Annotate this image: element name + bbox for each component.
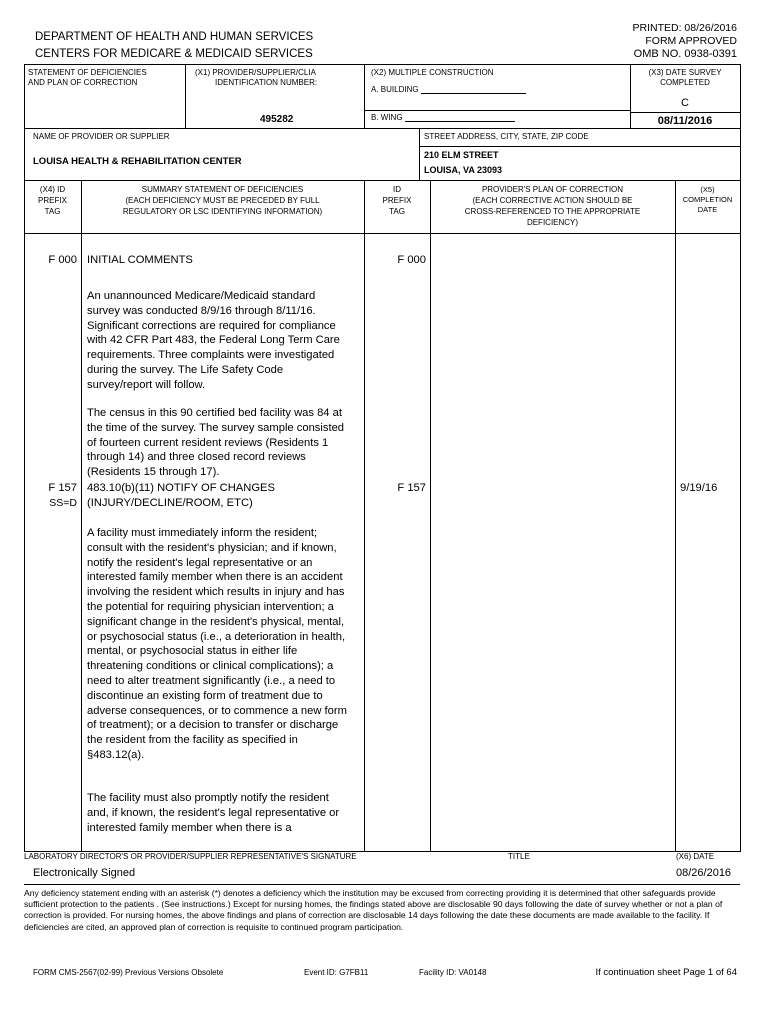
disclaimer-text: Any deficiency statement ending with an asterisk (*) denotes a deficiency which the institution may be excused from correcting providing it is determined that other safeguards provide sufficient protection to the patients . (See instructions.) Except for nursing homes, the findings stated above are disclosable 90 days following the date of survey whether or not a plan of correction is provided. For nursing homes, the above findings and plans of correction are disclosable 14 days following the date these documents are made available to the facility. If deficiencies are cited, an approved plan of correction is requisite to continued program participation. bbox=[24, 888, 723, 932]
x5-header-2: COMPLETION bbox=[682, 195, 733, 204]
provider-id: 495282 bbox=[260, 114, 294, 125]
rule bbox=[740, 64, 741, 852]
rule bbox=[364, 180, 365, 851]
signature-date: 08/26/2016 bbox=[676, 867, 732, 879]
f157-regulation-text-continued: The facility must also promptly notify the resident and, if known, the resident's legal representative or interested family member when there is a bbox=[87, 792, 340, 834]
x3-label-1: (X3) DATE SURVEY bbox=[648, 68, 722, 77]
plan-header-3: CROSS-REFERENCED TO THE APPROPRIATE bbox=[464, 207, 641, 216]
event-id: Event ID: G7FB11 bbox=[304, 968, 369, 977]
facility-id: Facility ID: VA0148 bbox=[419, 968, 487, 977]
x4-header-2: PREFIX bbox=[38, 196, 67, 205]
id-header-3: TAG bbox=[389, 207, 405, 216]
rule bbox=[419, 128, 420, 180]
form-approved: FORM APPROVED bbox=[645, 35, 737, 47]
statement-label-1: STATEMENT OF DEFICIENCIES bbox=[28, 68, 147, 77]
street-address: 210 ELM STREET bbox=[424, 150, 499, 160]
rule bbox=[430, 180, 431, 851]
rule bbox=[675, 180, 676, 851]
rule bbox=[419, 146, 740, 147]
f157-title-line-1: 483.10(b)(11) NOTIFY OF CHANGES bbox=[87, 482, 275, 494]
id-header-1: ID bbox=[393, 185, 401, 194]
building-field: A. BUILDING bbox=[371, 86, 526, 94]
rule bbox=[24, 64, 25, 852]
tag-f000-right: F 000 bbox=[397, 254, 426, 266]
x4-header-1: (X4) ID bbox=[39, 185, 66, 194]
rule bbox=[364, 110, 630, 111]
provider-name: LOUISA HEALTH & REHABILITATION CENTER bbox=[33, 156, 242, 167]
initial-comments-paragraph-2: The census in this 90 certified bed facility was 84 at the time of the survey. The survey sample consisted of fourteen current resident reviews (Residents 1 through 14) and three closed record reviews (Residents 15 through 17). bbox=[87, 407, 345, 479]
severity-scope: SS=D bbox=[49, 497, 77, 509]
x4-header-3: TAG bbox=[44, 207, 61, 216]
electronic-signature: Electronically Signed bbox=[33, 867, 136, 879]
x5-header-3: DATE bbox=[697, 205, 718, 214]
survey-code: C bbox=[681, 97, 689, 109]
plan-header-1: PROVIDER'S PLAN OF CORRECTION bbox=[481, 185, 624, 194]
provider-name-label: NAME OF PROVIDER OR SUPPLIER bbox=[33, 132, 170, 141]
initial-comments-paragraph-1: An unannounced Medicare/Medicaid standard survey was conducted 8/9/16 through 8/11/16. Significant corrections are required for compliance with 42 CFR Part 483, the Federal Long Term Care requirements. Three complaints were investigated during the survey. The Life Safety Code survey/report will follow. bbox=[87, 290, 340, 391]
rule bbox=[185, 64, 186, 128]
rule bbox=[24, 64, 740, 65]
initial-comments-title: INITIAL COMMENTS bbox=[87, 254, 193, 266]
wing-field: B. WING bbox=[371, 114, 515, 122]
completion-date: 9/19/16 bbox=[680, 482, 718, 494]
x2-label: (X2) MULTIPLE CONSTRUCTION bbox=[371, 68, 494, 77]
page-number: If continuation sheet Page 1 of 64 bbox=[595, 967, 737, 978]
summary-header-2: (EACH DEFICIENCY MUST BE PRECEDED BY FULL bbox=[125, 196, 320, 205]
printed-date: PRINTED: 08/26/2016 bbox=[632, 22, 737, 34]
rule bbox=[24, 884, 740, 885]
f157-title-line-2: (INJURY/DECLINE/ROOM, ETC) bbox=[87, 497, 253, 509]
x6-date-label: (X6) DATE bbox=[676, 852, 715, 861]
address-label: STREET ADDRESS, CITY, STATE, ZIP CODE bbox=[424, 132, 589, 141]
title-label: TITLE bbox=[508, 852, 530, 861]
x5-header-1: (X5) bbox=[700, 185, 715, 194]
rule bbox=[364, 64, 365, 128]
statement-label-2: AND PLAN OF CORRECTION bbox=[28, 78, 138, 87]
tag-f157-left: F 157 bbox=[48, 482, 77, 494]
survey-date: 08/11/2016 bbox=[657, 115, 713, 127]
centers-line: CENTERS FOR MEDICARE & MEDICAID SERVICES bbox=[35, 48, 313, 60]
rule bbox=[24, 180, 740, 181]
plan-header-2: (EACH CORRECTIVE ACTION SHOULD BE bbox=[472, 196, 633, 205]
rule bbox=[24, 233, 740, 234]
tag-f000-left: F 000 bbox=[48, 254, 77, 266]
rule bbox=[24, 128, 740, 129]
summary-header-3: REGULATORY OR LSC IDENTIFYING INFORMATION) bbox=[122, 207, 323, 216]
rule bbox=[630, 112, 740, 113]
id-header-2: PREFIX bbox=[382, 196, 412, 205]
x1-label-2: IDENTIFICATION NUMBER: bbox=[215, 78, 318, 87]
city-state-zip: LOUISA, VA 23093 bbox=[424, 165, 503, 175]
x3-label-2: COMPLETED bbox=[660, 78, 710, 87]
summary-header-1: SUMMARY STATEMENT OF DEFICIENCIES bbox=[141, 185, 304, 194]
omb-number: OMB NO. 0938-0391 bbox=[633, 48, 737, 60]
plan-header-4: DEFICIENCY) bbox=[526, 218, 579, 227]
rule bbox=[81, 180, 82, 851]
signature-label: LABORATORY DIRECTOR'S OR PROVIDER/SUPPLIER REPRESENTATIVE'S SIGNATURE bbox=[24, 852, 357, 861]
tag-f157-right: F 157 bbox=[397, 482, 426, 494]
f157-regulation-text: A facility must immediately inform the resident; consult with the resident's physician; and if known, notify the resident's legal representative or an interested family member when there is an accident involving the resident which results in injury and has the potential for requiring physician intervention; a significant change in the resident's physical, mental, or psychosocial status (i.e., a deterioration in health, mental, or psychosocial status in either life threatening conditions or clinical complications); a need to alter treatment significantly (i.e., a need to discontinue an existing form of treatment due to adverse consequences, or to commence a new form of treatment); or a decision to transfer or discharge the resident from the facility as specified in §483.12(a). bbox=[87, 527, 347, 761]
department-line: DEPARTMENT OF HEALTH AND HUMAN SERVICES bbox=[35, 31, 314, 43]
x1-label-1: (X1) PROVIDER/SUPPLIER/CLIA bbox=[195, 68, 316, 77]
form-number: FORM CMS-2567(02-99) Previous Versions Obsolete bbox=[33, 968, 224, 977]
